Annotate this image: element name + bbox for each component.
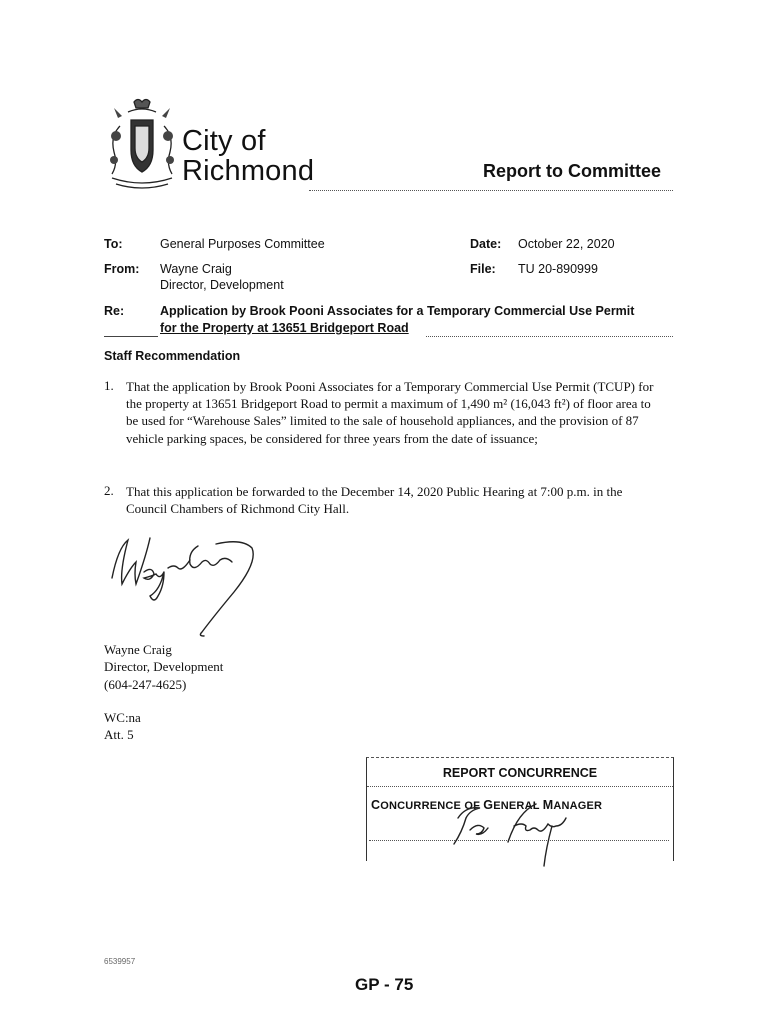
subtitle-part-2: ENERAL xyxy=(493,800,543,812)
re-subject-line1: Application by Brook Pooni Associates for a Temporary Commercial Use Permit xyxy=(160,304,635,318)
concurrence-title: REPORT CONCURRENCE xyxy=(442,766,598,780)
concurrence-rule xyxy=(367,786,673,787)
document-id: 6539957 xyxy=(104,957,136,966)
signatory-title: Director, Development xyxy=(104,659,224,674)
from-title: Director, Development xyxy=(160,278,284,292)
recommendation-text-1: That the application by Brook Pooni Associates for a Temporary Commercial Use Permit (TCUP) for the property at 13651 Bridgeport Road to permit a maximum of 1,490 m² (16,043 ft²) of floor area to be used for “Warehouse Sales” limited to the sale of household appliances, and the provision of 87 vehicle parking spaces, be considered for three years from the date of issuance; xyxy=(126,379,654,446)
from-label: From: xyxy=(104,262,140,276)
subtitle-part-3: ANAGER xyxy=(553,800,603,812)
signatory-phone: (604-247-4625) xyxy=(104,677,187,692)
file-label: File: xyxy=(470,262,496,276)
author-initials: WC:na xyxy=(104,710,141,725)
to-label: To: xyxy=(104,237,123,251)
re-label: Re: xyxy=(104,304,125,318)
date-value: October 22, 2020 xyxy=(518,237,615,251)
to-value: General Purposes Committee xyxy=(160,237,325,251)
recommendation-text-2: That this application be forwarded to the December 14, 2020 Public Hearing at 7:00 p.m. in the Council Chambers of Richmond City Hall. xyxy=(126,484,623,517)
subtitle-initial-c: C xyxy=(371,798,381,812)
attachments-count: Att. 5 xyxy=(104,727,134,742)
city-name-line2: Richmond xyxy=(182,155,315,187)
general-manager-signature xyxy=(448,796,598,876)
date-label: Date: xyxy=(470,237,502,251)
recommendation-number-2: 2. xyxy=(104,483,114,498)
re-rule-left xyxy=(104,336,158,337)
from-name: Wayne Craig xyxy=(160,262,232,276)
staff-recommendation-heading: Staff Recommendation xyxy=(104,349,241,363)
city-name-line1: City of xyxy=(182,125,266,157)
page-number: GP - 75 xyxy=(355,975,414,994)
director-signature xyxy=(104,532,264,642)
subtitle-initial-g: G xyxy=(483,798,494,812)
subtitle-initial-m: M xyxy=(542,798,554,812)
header-rule xyxy=(309,190,673,191)
re-subject-line2: for the Property at 13651 Bridgeport Road xyxy=(160,321,409,335)
city-coat-of-arms-logo xyxy=(104,96,180,190)
subtitle-part-1: ONCURRENCE OF xyxy=(380,800,484,812)
re-rule-right xyxy=(426,336,673,337)
file-value: TU 20-890999 xyxy=(518,262,598,276)
recommendation-number-1: 1. xyxy=(104,378,114,393)
report-title: Report to Committee xyxy=(483,161,662,181)
signatory-name: Wayne Craig xyxy=(104,642,172,657)
